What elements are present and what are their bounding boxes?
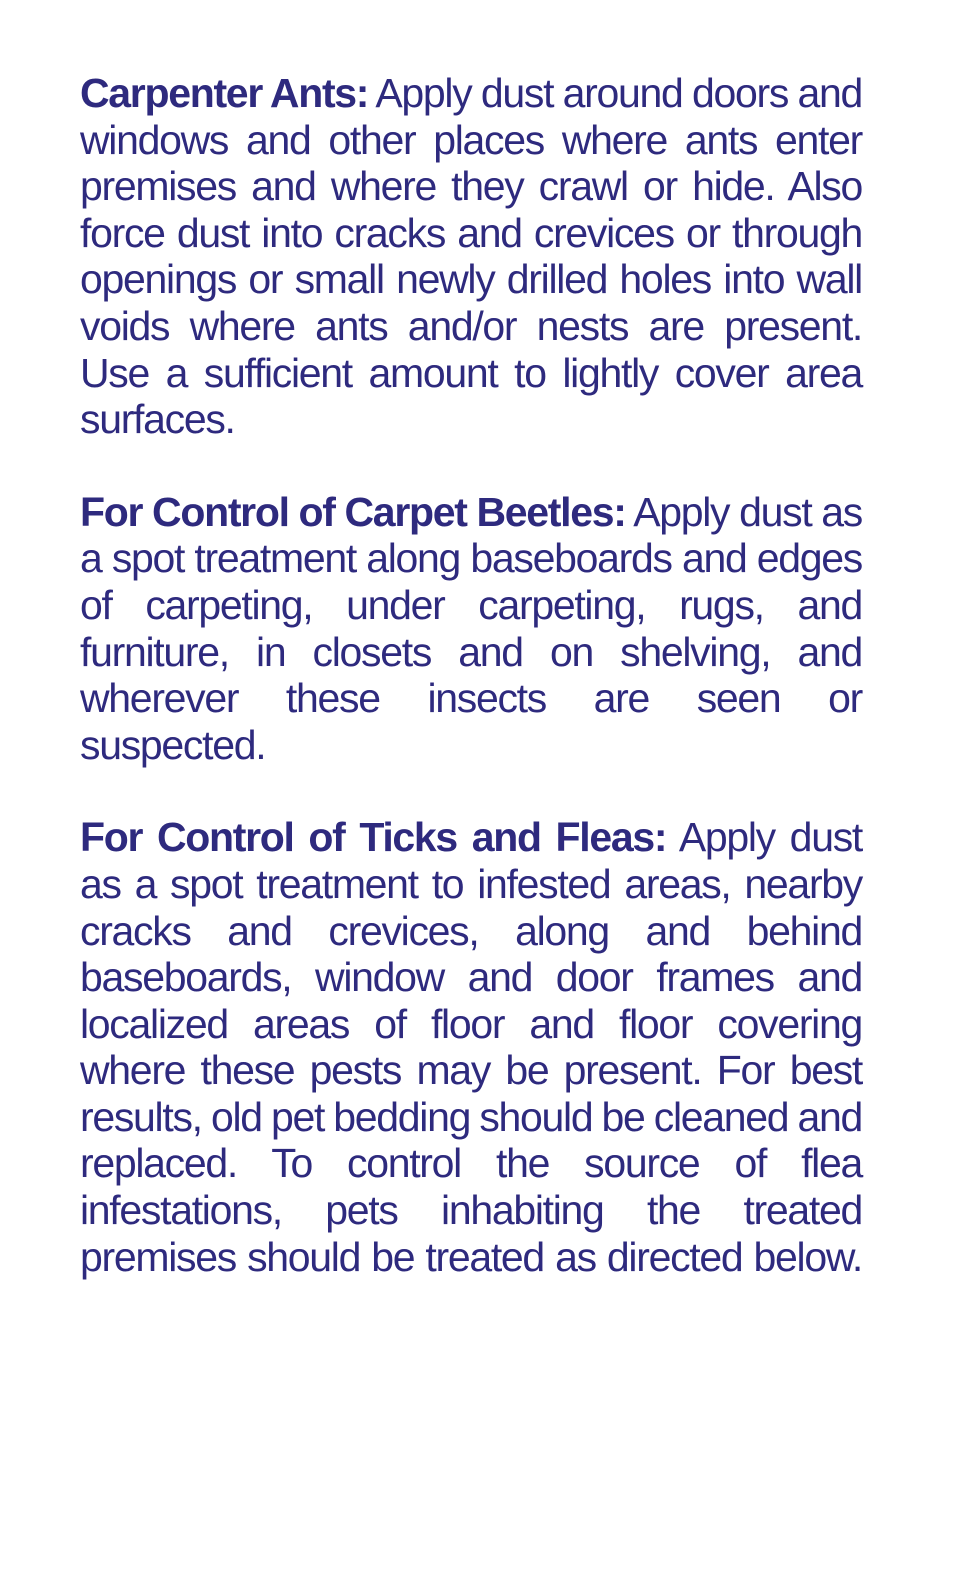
label-text-panel	[80, 70, 862, 1326]
section-body-carpet-beetles: Apply dust as a spot treatment along baseboards and edges of carpeting, under carpeting, rugs, and furniture, in closets and on shelving, and wherever these insects are seen or suspected.	[80, 488, 862, 768]
section-body-carpenter-ants: Apply dust around doors and windows and other places where ants enter premises and where they crawl or hide. Also force dust into cracks and crevices or through openings or small newly drilled holes into wall voids where ants and/or nests are present. Use a sufficient amount to lightly cover area surfaces.	[80, 70, 862, 443]
section-carpenter-ants	[80, 70, 862, 443]
section-ticks-fleas	[80, 814, 862, 1280]
section-heading-carpenter-ants: Carpenter Ants:	[80, 70, 369, 116]
section-carpet-beetles	[80, 489, 862, 769]
section-heading-carpet-beetles: For Control of Carpet Beetles:	[80, 488, 626, 535]
section-heading-ticks-fleas: For Control of Ticks and Fleas:	[80, 814, 667, 861]
section-body-ticks-fleas: Apply dust as a spot treatment to infested areas, nearby cracks and crevices, along and behind baseboards, window and door frames and localized areas of floor and floor covering where these pests may be present. For best results, old pet bedding should be cleaned and replaced. To control the source of flea infestations, pets inhabiting the treated premises should be treated as directed below.	[80, 814, 862, 1280]
